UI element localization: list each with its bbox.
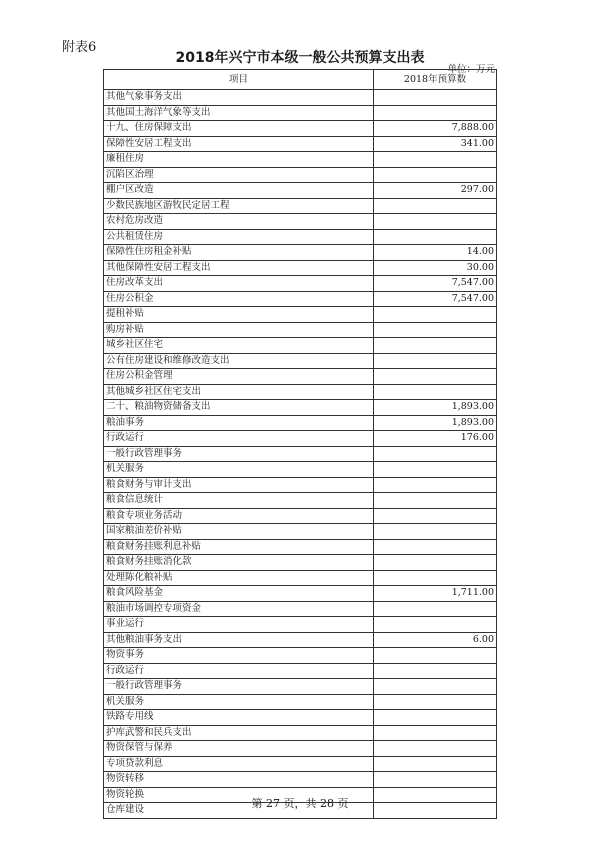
table-row bbox=[104, 400, 497, 416]
row-amount bbox=[374, 214, 497, 230]
row-amount bbox=[374, 198, 497, 214]
table-row bbox=[104, 245, 497, 261]
row-amount bbox=[374, 756, 497, 772]
row-item-name: 住房公积金管理 bbox=[104, 369, 374, 385]
table-row bbox=[104, 136, 497, 152]
table-row bbox=[104, 431, 497, 447]
table-row bbox=[104, 477, 497, 493]
row-amount bbox=[374, 663, 497, 679]
table-row bbox=[104, 260, 497, 276]
row-amount: 1,711.00 bbox=[374, 586, 497, 602]
row-amount: 1,893.00 bbox=[374, 415, 497, 431]
table-row bbox=[104, 415, 497, 431]
row-amount bbox=[374, 105, 497, 121]
table-row bbox=[104, 183, 497, 199]
table-header-row bbox=[104, 70, 497, 90]
table-row bbox=[104, 756, 497, 772]
row-amount bbox=[374, 152, 497, 168]
table-row bbox=[104, 291, 497, 307]
row-amount bbox=[374, 167, 497, 183]
row-item-name: 物资轮换 bbox=[104, 787, 374, 803]
table-row bbox=[104, 90, 497, 106]
table-row bbox=[104, 152, 497, 168]
row-amount bbox=[374, 307, 497, 323]
row-amount bbox=[374, 353, 497, 369]
table-row bbox=[104, 322, 497, 338]
row-item-name: 专项贷款利息 bbox=[104, 756, 374, 772]
row-item-name: 购房补贴 bbox=[104, 322, 374, 338]
row-amount bbox=[374, 679, 497, 695]
table-row bbox=[104, 663, 497, 679]
table-row bbox=[104, 570, 497, 586]
row-item-name: 处理陈化粮补贴 bbox=[104, 570, 374, 586]
table-row bbox=[104, 586, 497, 602]
table-row bbox=[104, 741, 497, 757]
row-item-name: 仓库建设 bbox=[104, 803, 374, 819]
row-amount: 7,547.00 bbox=[374, 276, 497, 292]
row-amount bbox=[374, 508, 497, 524]
row-amount: 7,547.00 bbox=[374, 291, 497, 307]
table-row bbox=[104, 229, 497, 245]
table-row bbox=[104, 725, 497, 741]
table-row bbox=[104, 105, 497, 121]
row-amount bbox=[374, 648, 497, 664]
row-amount bbox=[374, 477, 497, 493]
table-row bbox=[104, 679, 497, 695]
table-row bbox=[104, 338, 497, 354]
row-amount bbox=[374, 462, 497, 478]
row-item-name: 粮食风险基金 bbox=[104, 586, 374, 602]
row-amount: 176.00 bbox=[374, 431, 497, 447]
row-amount bbox=[374, 694, 497, 710]
row-amount bbox=[374, 539, 497, 555]
row-item-name: 少数民族地区游牧民定居工程 bbox=[104, 198, 374, 214]
table-row bbox=[104, 384, 497, 400]
table-row bbox=[104, 601, 497, 617]
row-item-name: 物资保管与保养 bbox=[104, 741, 374, 757]
row-amount bbox=[374, 338, 497, 354]
row-item-name: 粮食专项业务活动 bbox=[104, 508, 374, 524]
table-row bbox=[104, 539, 497, 555]
row-item-name: 其他城乡社区住宅支出 bbox=[104, 384, 374, 400]
row-amount bbox=[374, 524, 497, 540]
row-item-name: 城乡社区住宅 bbox=[104, 338, 374, 354]
table-row bbox=[104, 446, 497, 462]
table-row bbox=[104, 276, 497, 292]
row-amount: 14.00 bbox=[374, 245, 497, 261]
row-amount bbox=[374, 710, 497, 726]
table-row bbox=[104, 710, 497, 726]
row-amount bbox=[374, 322, 497, 338]
row-item-name: 机关服务 bbox=[104, 462, 374, 478]
row-amount bbox=[374, 741, 497, 757]
row-item-name: 粮食财务挂账消化款 bbox=[104, 555, 374, 571]
row-amount bbox=[374, 617, 497, 633]
row-amount: 1,893.00 bbox=[374, 400, 497, 416]
row-amount bbox=[374, 446, 497, 462]
row-amount: 297.00 bbox=[374, 183, 497, 199]
row-amount: 30.00 bbox=[374, 260, 497, 276]
row-amount: 341.00 bbox=[374, 136, 497, 152]
table-row bbox=[104, 214, 497, 230]
row-amount bbox=[374, 384, 497, 400]
table-row bbox=[104, 617, 497, 633]
table-row bbox=[104, 198, 497, 214]
attachment-label: 附表6 bbox=[62, 40, 97, 55]
row-item-name: 住房改革支出 bbox=[104, 276, 374, 292]
row-item-name: 铁路专用线 bbox=[104, 710, 374, 726]
table-row bbox=[104, 167, 497, 183]
row-amount bbox=[374, 555, 497, 571]
column-header-amount: 2018年预算数 bbox=[374, 70, 497, 90]
row-item-name: 粮食财务挂账利息补贴 bbox=[104, 539, 374, 555]
row-item-name: 沉陷区治理 bbox=[104, 167, 374, 183]
row-item-name: 物资事务 bbox=[104, 648, 374, 664]
row-amount bbox=[374, 229, 497, 245]
row-item-name: 二十、粮油物资储备支出 bbox=[104, 400, 374, 416]
row-item-name: 一般行政管理事务 bbox=[104, 679, 374, 695]
row-item-name: 其他国土海洋气象等支出 bbox=[104, 105, 374, 121]
table-row bbox=[104, 353, 497, 369]
page-footer: 第 27 页，共 28 页 bbox=[251, 797, 349, 810]
table-row bbox=[104, 555, 497, 571]
row-item-name: 物资转移 bbox=[104, 772, 374, 788]
table-row bbox=[104, 307, 497, 323]
table-row bbox=[104, 648, 497, 664]
budget-table bbox=[103, 69, 497, 819]
row-amount: 7,888.00 bbox=[374, 121, 497, 137]
table-row bbox=[104, 772, 497, 788]
row-item-name: 护库武警和民兵支出 bbox=[104, 725, 374, 741]
row-item-name: 粮食信息统计 bbox=[104, 493, 374, 509]
row-item-name: 粮油市场调控专项资金 bbox=[104, 601, 374, 617]
row-item-name: 行政运行 bbox=[104, 663, 374, 679]
table-row bbox=[104, 493, 497, 509]
row-item-name: 廉租住房 bbox=[104, 152, 374, 168]
row-item-name: 一般行政管理事务 bbox=[104, 446, 374, 462]
row-amount bbox=[374, 601, 497, 617]
row-item-name: 提租补贴 bbox=[104, 307, 374, 323]
row-item-name: 事业运行 bbox=[104, 617, 374, 633]
table-row bbox=[104, 121, 497, 137]
table-row bbox=[104, 524, 497, 540]
table-row bbox=[104, 462, 497, 478]
page-title: 2018年兴宁市本级一般公共预算支出表 bbox=[175, 50, 425, 66]
table-row bbox=[104, 508, 497, 524]
unit-label: 单位：万元 bbox=[447, 64, 495, 75]
row-item-name: 公有住房建设和维修改造支出 bbox=[104, 353, 374, 369]
row-item-name: 棚户区改造 bbox=[104, 183, 374, 199]
row-item-name: 其他保障性安居工程支出 bbox=[104, 260, 374, 276]
table-row bbox=[104, 369, 497, 385]
row-item-name: 公共租赁住房 bbox=[104, 229, 374, 245]
row-item-name: 十九、住房保障支出 bbox=[104, 121, 374, 137]
row-item-name: 粮油事务 bbox=[104, 415, 374, 431]
row-amount bbox=[374, 369, 497, 385]
row-item-name: 国家粮油差价补贴 bbox=[104, 524, 374, 540]
row-item-name: 机关服务 bbox=[104, 694, 374, 710]
row-amount bbox=[374, 725, 497, 741]
row-amount bbox=[374, 570, 497, 586]
row-item-name: 住房公积金 bbox=[104, 291, 374, 307]
row-item-name: 保障性住房租金补贴 bbox=[104, 245, 374, 261]
row-item-name: 其他粮油事务支出 bbox=[104, 632, 374, 648]
row-item-name: 行政运行 bbox=[104, 431, 374, 447]
table-row bbox=[104, 632, 497, 648]
row-item-name: 其他气象事务支出 bbox=[104, 90, 374, 106]
row-amount bbox=[374, 493, 497, 509]
row-item-name: 粮食财务与审计支出 bbox=[104, 477, 374, 493]
row-item-name: 保障性安居工程支出 bbox=[104, 136, 374, 152]
row-amount bbox=[374, 772, 497, 788]
row-amount: 6.00 bbox=[374, 632, 497, 648]
column-header-item: 项目 bbox=[104, 70, 374, 90]
table-row bbox=[104, 694, 497, 710]
row-item-name: 农村危房改造 bbox=[104, 214, 374, 230]
row-amount bbox=[374, 90, 497, 106]
